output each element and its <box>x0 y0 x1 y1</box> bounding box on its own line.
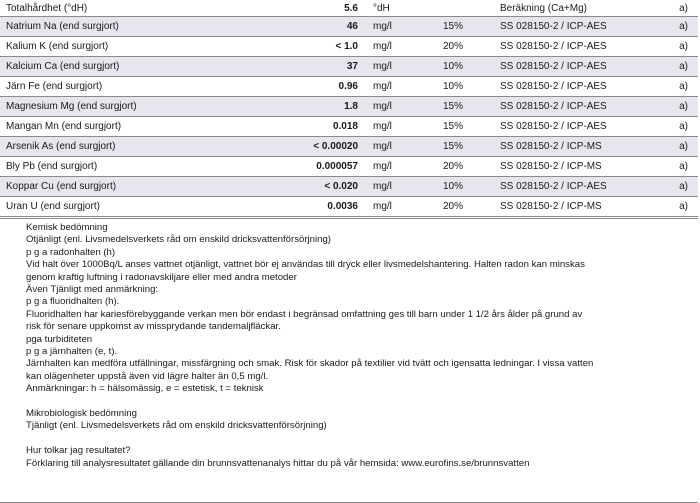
unit-cell: mg/l <box>361 37 431 57</box>
parameter-cell: Kalium K (end surgjort) <box>0 37 228 57</box>
spacer <box>26 433 686 445</box>
uncertainty-cell: 10% <box>431 57 497 77</box>
table-row <box>0 117 698 137</box>
method-cell: SS 028150-2 / ICP-AES <box>497 117 648 137</box>
unit-cell: °dH <box>361 0 431 17</box>
comment-line: genom kraftig luftning i radonavskiljare eller med andra metoder <box>26 271 297 283</box>
value-cell: < 0.020 <box>228 177 361 197</box>
parameter-cell: Arsenik As (end surgjort) <box>0 137 228 157</box>
parameter-cell: Mangan Mn (end surgjort) <box>0 117 228 137</box>
parameter-cell: Magnesium Mg (end surgjort) <box>0 97 228 117</box>
note-cell: a) <box>648 17 698 37</box>
comment-line: Vid halt över 1000Bq/L anses vattnet otjänligt, vattnet bör ej användas till dryck eller livsmedelshantering. Halten radon kan minskas <box>26 259 585 271</box>
uncertainty-cell: 20% <box>431 197 497 217</box>
uncertainty-cell: 20% <box>431 157 497 177</box>
unit-cell: mg/l <box>361 177 431 197</box>
uncertainty-cell: 15% <box>431 137 497 157</box>
results-table-body <box>0 0 698 217</box>
uncertainty-cell: 15% <box>431 17 497 37</box>
results-table <box>0 0 698 217</box>
unit-cell: mg/l <box>361 77 431 97</box>
table-row <box>0 57 698 77</box>
value-cell: 0.000057 <box>228 157 361 177</box>
table-row <box>0 137 698 157</box>
method-cell: SS 028150-2 / ICP-AES <box>497 57 648 77</box>
note-cell: a) <box>648 97 698 117</box>
value-cell: < 1.0 <box>228 37 361 57</box>
unit-cell: mg/l <box>361 197 431 217</box>
method-cell: SS 028150-2 / ICP-MS <box>497 157 648 177</box>
note-cell: a) <box>648 0 698 17</box>
comment-line: pga turbiditeten <box>26 333 93 345</box>
table-row <box>0 17 698 37</box>
unit-cell: mg/l <box>361 157 431 177</box>
method-cell: SS 028150-2 / ICP-MS <box>497 137 648 157</box>
value-cell: 0.0036 <box>228 197 361 217</box>
method-cell: SS 028150-2 / ICP-AES <box>497 37 648 57</box>
table-row <box>0 37 698 57</box>
note-cell: a) <box>648 57 698 77</box>
parameter-cell: Totalhårdhet (°dH) <box>0 0 228 17</box>
comment-line: p g a fluoridhalten (h). <box>26 296 120 308</box>
parameter-cell: Bly Pb (end surgjort) <box>0 157 228 177</box>
table-row <box>0 97 698 117</box>
method-cell: SS 028150-2 / ICP-AES <box>497 177 648 197</box>
method-cell: SS 028150-2 / ICP-MS <box>497 197 648 217</box>
value-cell: 37 <box>228 57 361 77</box>
comment-line: risk för senare uppkomst av missprydande tandemaljfläckar. <box>26 321 281 333</box>
value-cell: 0.96 <box>228 77 361 97</box>
unit-cell: mg/l <box>361 137 431 157</box>
method-cell: Beräkning (Ca+Mg) <box>497 0 648 17</box>
uncertainty-cell: 10% <box>431 77 497 97</box>
uncertainty-cell: 15% <box>431 117 497 137</box>
uncertainty-cell: 10% <box>431 177 497 197</box>
parameter-cell: Koppar Cu (end surgjort) <box>0 177 228 197</box>
value-cell: 46 <box>228 17 361 37</box>
method-cell: SS 028150-2 / ICP-AES <box>497 17 648 37</box>
assessment-section <box>0 218 698 503</box>
comment-line: Järnhalten kan medföra utfällningar, missfärgning och smak. Risk för skador på textilier vid tvätt och igensatta ledningar. I vissa vatten <box>26 358 594 370</box>
note-cell: a) <box>648 117 698 137</box>
method-cell: SS 028150-2 / ICP-AES <box>497 77 648 97</box>
assessment-text <box>26 222 686 470</box>
comment-line: Kemisk bedömning <box>26 222 108 233</box>
note-cell: a) <box>648 157 698 177</box>
value-cell: 5.6 <box>228 0 361 17</box>
value-cell: 0.018 <box>228 117 361 137</box>
table-row <box>0 177 698 197</box>
unit-cell: mg/l <box>361 57 431 77</box>
value-cell: < 0.00020 <box>228 137 361 157</box>
note-cell: a) <box>648 37 698 57</box>
note-cell: a) <box>648 77 698 97</box>
table-row <box>0 77 698 97</box>
method-cell: SS 028150-2 / ICP-AES <box>497 97 648 117</box>
uncertainty-cell: 20% <box>431 37 497 57</box>
note-cell: a) <box>648 137 698 157</box>
comment-line: Förklaring till analysresultatet gällande din brunnsvattenanalys hittar du på vår hemsida: www.eurofins.se/brunnsvatten <box>26 457 530 469</box>
comment-line: Mikrobiologisk bedömning <box>26 408 137 420</box>
uncertainty-cell <box>431 0 497 17</box>
unit-cell: mg/l <box>361 117 431 137</box>
parameter-cell: Uran U (end surgjort) <box>0 197 228 217</box>
comment-line: Anmärkningar: h = hälsomässig, e = estetisk, t = teknisk <box>26 383 264 395</box>
comment-line: p g a radonhalten (h) <box>26 246 116 258</box>
parameter-cell: Järn Fe (end surgjort) <box>0 77 228 97</box>
uncertainty-cell: 15% <box>431 97 497 117</box>
unit-cell: mg/l <box>361 17 431 37</box>
comment-line: Otjänligt (enl. Livsmedelsverkets råd om enskild dricksvattenförsörjning) <box>26 234 331 246</box>
comment-line: Tjänligt (enl. Livsmedelsverkets råd om enskild dricksvattenförsörjning) <box>26 420 327 432</box>
value-cell: 1.8 <box>228 97 361 117</box>
table-row <box>0 197 698 217</box>
note-cell: a) <box>648 177 698 197</box>
parameter-cell: Natrium Na (end surgjort) <box>0 17 228 37</box>
comment-line: kan olägenheter uppstå även vid lägre halter än 0,5 mg/l. <box>26 370 269 382</box>
comment-line: p g a järnhalten (e, t). <box>26 346 118 358</box>
spacer <box>26 396 686 408</box>
unit-cell: mg/l <box>361 97 431 117</box>
comment-line: Hur tolkar jag resultatet? <box>26 445 131 457</box>
comment-line: Även Tjänligt med anmärkning: <box>26 284 159 296</box>
table-row <box>0 0 698 17</box>
note-cell: a) <box>648 197 698 217</box>
parameter-cell: Kalcium Ca (end surgjort) <box>0 57 228 77</box>
table-row <box>0 157 698 177</box>
comment-line: Fluoridhalten har kariesförebyggande verkan men bör endast i begränsad omfattning ges till barn under 1 1/2 års ålder på grund av <box>26 308 583 320</box>
